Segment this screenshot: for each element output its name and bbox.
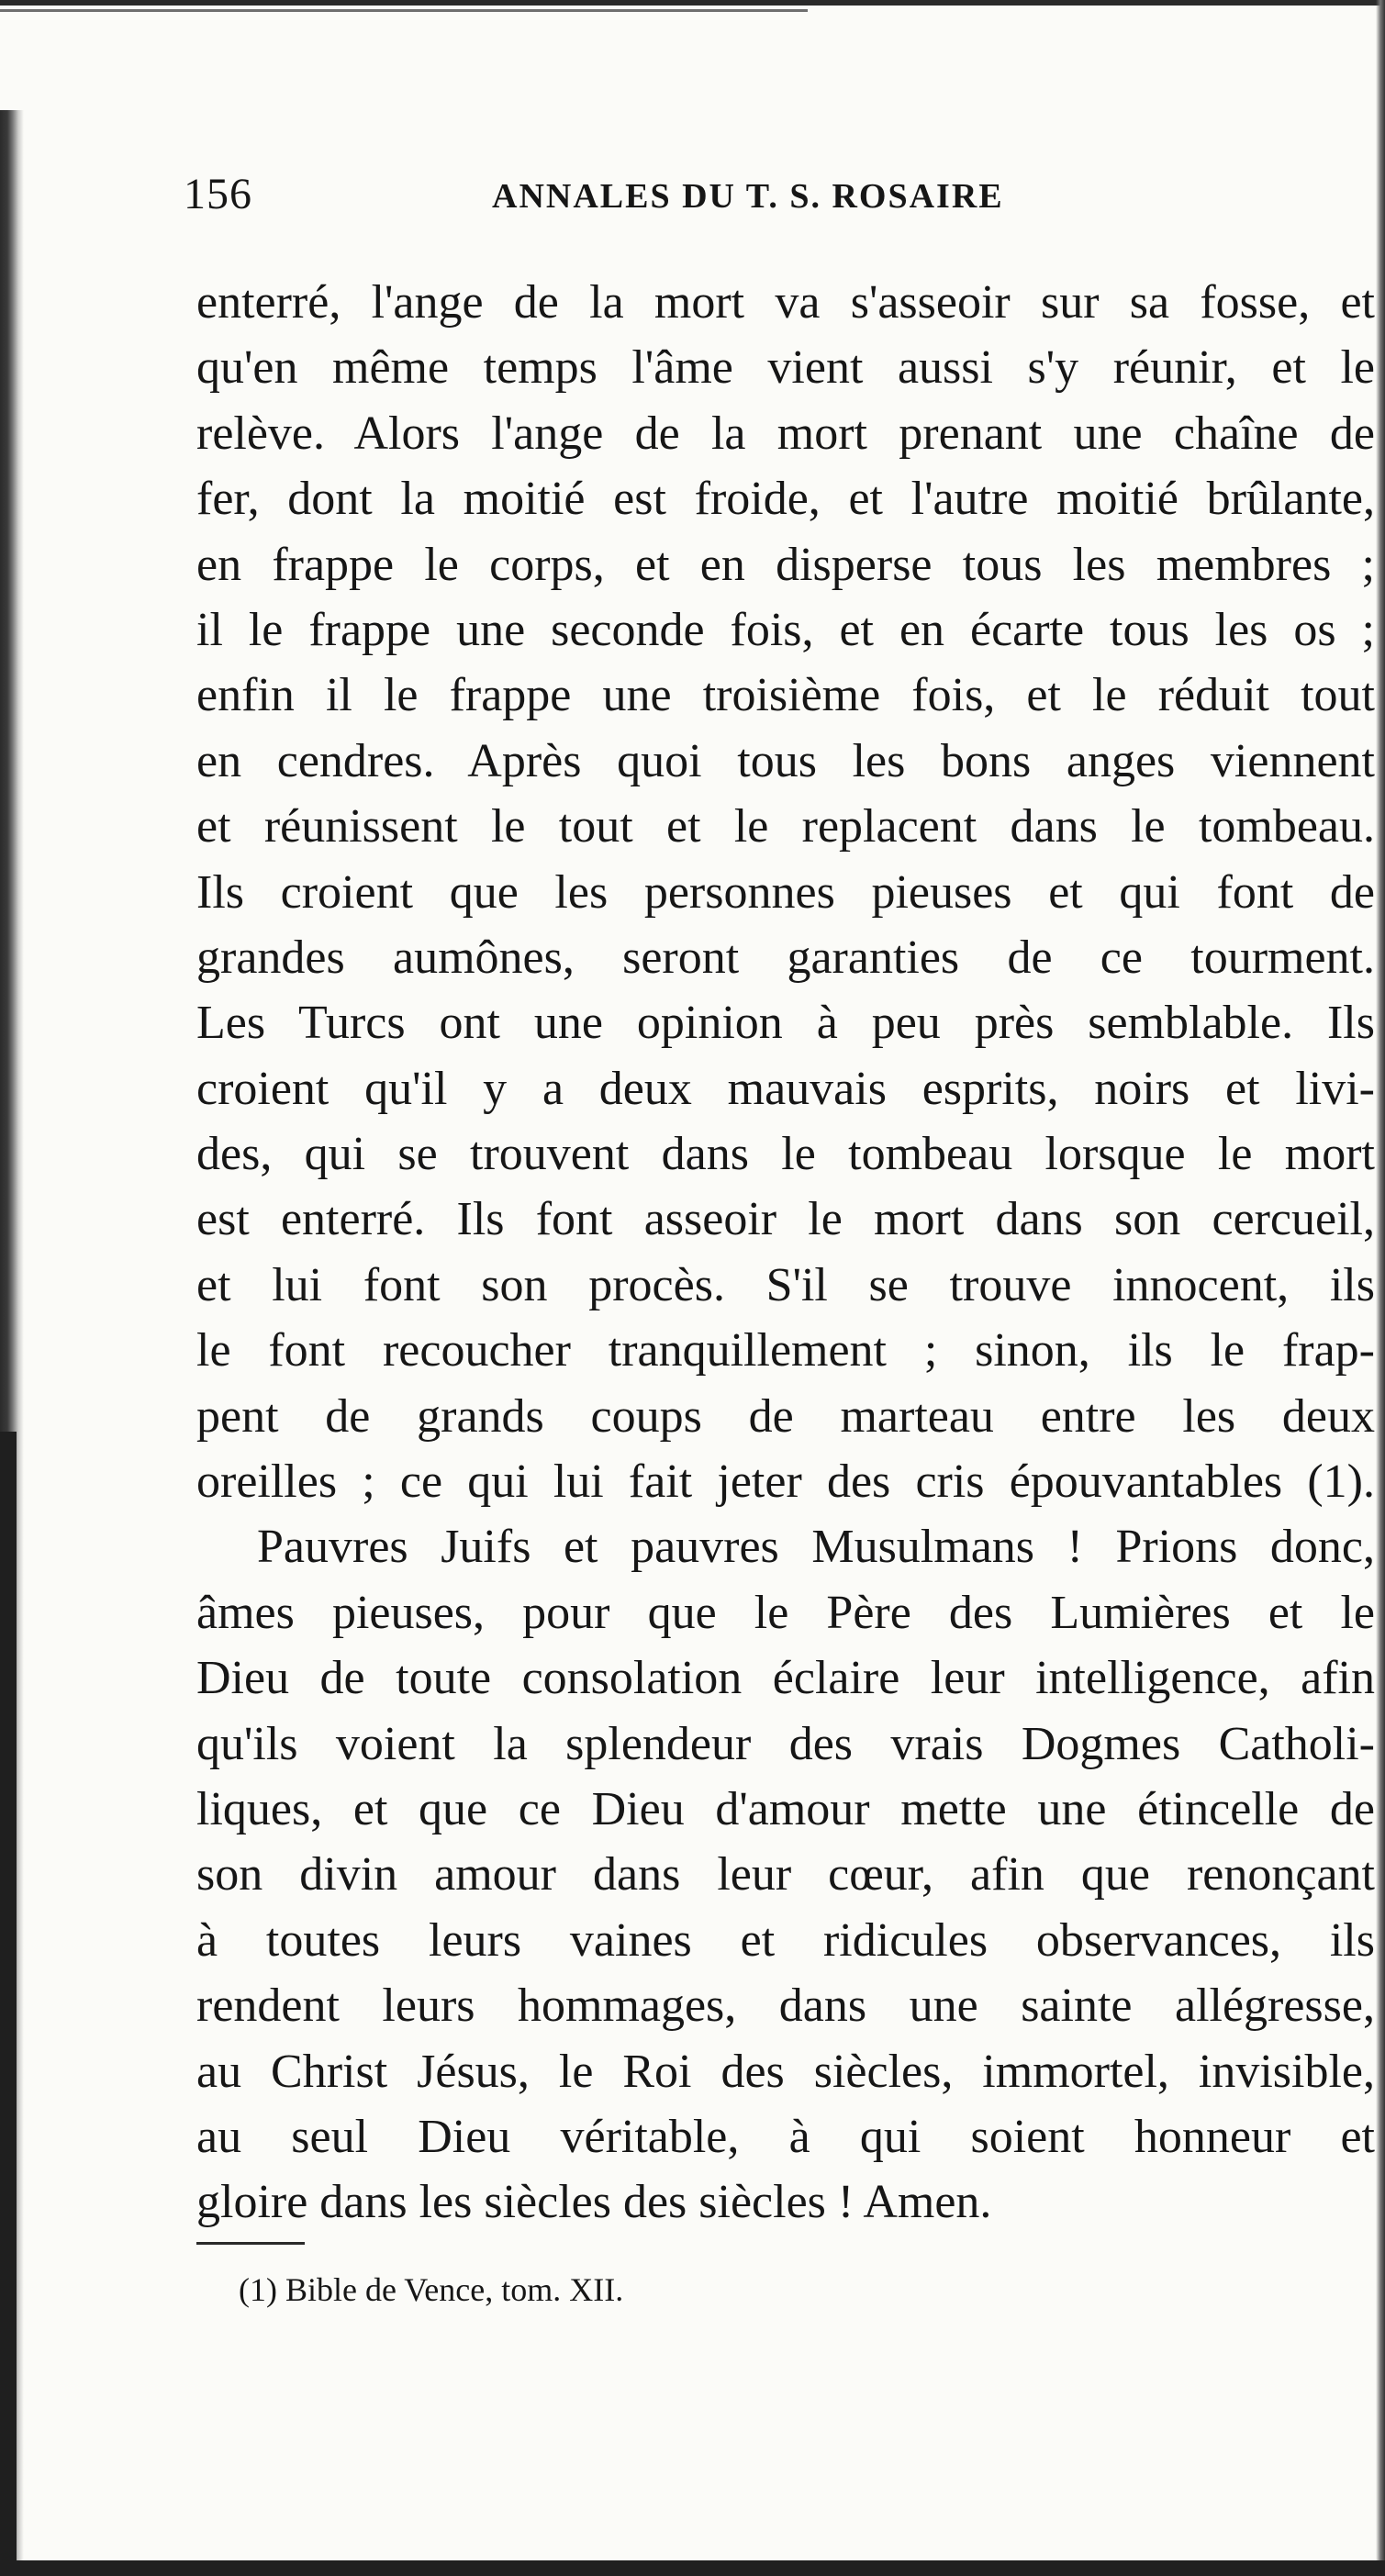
- text-line: et réunissent le tout et le replacent dans le tombeau.: [196, 800, 1375, 853]
- text-line: croient qu'il y a deux mauvais esprits, noirs et livi-: [196, 1062, 1375, 1115]
- text-line: des, qui se trouvent dans le tombeau lorsque le mort: [196, 1128, 1375, 1181]
- text-line: le font recoucher tranquillement ; sinon, ils le frap-: [196, 1324, 1375, 1377]
- text-line: à toutes leurs vaines et ridicules observances, ils: [196, 1913, 1375, 1967]
- text-line: enfin il le frappe une troisième fois, et le réduit tout: [196, 669, 1375, 722]
- text-line: rendent leurs hommages, dans une sainte allégresse,: [196, 1979, 1375, 2033]
- footnote: (1) Bible de Vence, tom. XII.: [239, 2271, 624, 2308]
- paragraph-start-line: Pauvres Juifs et pauvres Musulmans ! Prions donc,: [257, 1521, 1375, 1574]
- text-line: enterré, l'ange de la mort va s'asseoir sur sa fosse, et: [196, 276, 1375, 329]
- scan-left-binding-shadow: [0, 1432, 17, 2576]
- text-line: pent de grands coups de marteau entre les deux: [196, 1389, 1375, 1443]
- text-line: Les Turcs ont une opinion à peu près semblable. Ils: [196, 997, 1375, 1050]
- text-line: Ils croient que les personnes pieuses et qui font de: [196, 865, 1375, 919]
- text-line: liques, et que ce Dieu d'amour mette une étincelle de: [196, 1782, 1375, 1835]
- text-line: est enterré. Ils font asseoir le mort dans son cercueil,: [196, 1193, 1375, 1246]
- running-head: ANNALES DU T. S. ROSAIRE: [492, 177, 1004, 216]
- scan-right-edge: [1376, 0, 1385, 2576]
- footnote-rule: [196, 2242, 305, 2245]
- text-line: relève. Alors l'ange de la mort prenant une chaîne de: [196, 407, 1375, 460]
- text-line: Dieu de toute consolation éclaire leur intelligence, afin: [196, 1652, 1375, 1705]
- scan-bottom-border: [0, 2560, 1385, 2576]
- scan-top-border: [0, 0, 1385, 6]
- scan-top-border-inner: [0, 9, 808, 12]
- text-line: au seul Dieu véritable, à qui soient honneur et: [196, 2110, 1375, 2163]
- text-line: grandes aumônes, seront garanties de ce tourment.: [196, 931, 1375, 984]
- text-line: en cendres. Après quoi tous les bons anges viennent: [196, 734, 1375, 787]
- text-line: âmes pieuses, pour que le Père des Lumières et le: [196, 1586, 1375, 1639]
- text-line: en frappe le corps, et en disperse tous les membres ;: [196, 538, 1375, 591]
- text-line: fer, dont la moitié est froide, et l'autre moitié brûlante,: [196, 473, 1375, 526]
- text-line: qu'en même temps l'âme vient aussi s'y réunir, et le: [196, 341, 1375, 395]
- paragraph-end-line: gloire dans les siècles des siècles ! Amen.: [196, 2176, 992, 2229]
- body-text: [196, 270, 1375, 2236]
- text-line: au Christ Jésus, le Roi des siècles, immortel, invisible,: [196, 2045, 1375, 2098]
- text-line: il le frappe une seconde fois, et en écarte tous les os ;: [196, 603, 1375, 656]
- text-line: qu'ils voient la splendeur des vrais Dogmes Catholi-: [196, 1717, 1375, 1770]
- page-number: 156: [184, 170, 252, 218]
- text-line: son divin amour dans leur cœur, afin que renonçant: [196, 1848, 1375, 1901]
- text-line: et lui font son procès. S'il se trouve innocent, ils: [196, 1258, 1375, 1311]
- page-header: [184, 167, 1193, 222]
- text-line: oreilles ; ce qui lui fait jeter des cris épouvantables (1).: [196, 1455, 1375, 1509]
